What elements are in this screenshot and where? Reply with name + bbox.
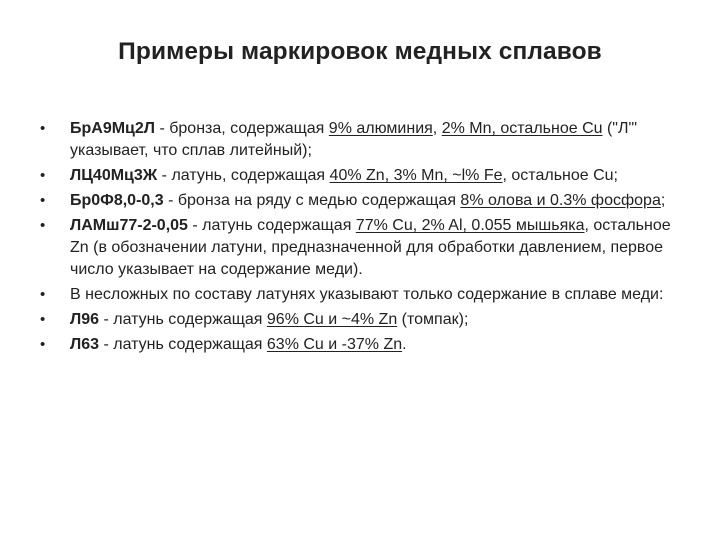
list-item-bra9mc2l	[40, 118, 690, 162]
item-text: В несложных по составу латунях указывают только содержание в сплаве меди:	[70, 286, 664, 303]
underlined-composition: 8% олова и 0.3% фосфора	[460, 192, 661, 209]
list-item-lc40mc3zh	[40, 165, 690, 187]
alloy-code: Бр0Ф8,0-0,3	[70, 192, 164, 209]
alloy-code: Л63	[70, 336, 100, 353]
slide-title: Примеры маркировок медных сплавов	[118, 38, 602, 65]
bullet-icon: •	[40, 311, 46, 328]
item-text: - бронза, содержащая	[155, 120, 329, 137]
list-item-lamsh77	[40, 215, 690, 281]
bullet-icon: •	[40, 217, 46, 234]
underlined-composition: 96% Cu и ~4% Zn	[266, 311, 398, 328]
item-text: ("Л"' указывает, что сплав литейный);	[70, 120, 638, 159]
item-text: ,	[432, 120, 442, 137]
underlined-composition: 9% алюминия	[328, 120, 433, 137]
list-item-note	[40, 284, 690, 306]
alloy-marking-list	[40, 118, 690, 359]
alloy-code: БрА9Мц2Л	[70, 120, 156, 137]
item-text: - латунь, содержащая	[157, 167, 330, 184]
item-text: - латунь содержащая	[187, 217, 356, 234]
item-text: , остальное Zn (в обозначении латуни, предназначенной для обработки давлением, первое число указывает на содержание меди).	[70, 217, 671, 278]
bullet-icon: •	[40, 286, 46, 303]
alloy-code: ЛАМш77-2-0,05	[70, 217, 188, 234]
list-item-l96	[40, 309, 690, 331]
item-text: (томпак);	[397, 311, 469, 328]
item-text: - бронза на ряду с медью содержащая	[163, 192, 461, 209]
bullet-icon: •	[40, 192, 46, 209]
bullet-icon: •	[40, 120, 46, 137]
bullet-icon: •	[40, 167, 46, 184]
item-text: - латунь содержащая	[99, 336, 267, 353]
underlined-composition: 40% Zn, 3% Mn, ~l% Fe	[329, 167, 503, 184]
list-item-br0f8	[40, 190, 690, 212]
alloy-code: ЛЦ40Мц3Ж	[70, 167, 158, 184]
item-text: ;	[660, 192, 666, 209]
bullet-icon: •	[40, 336, 46, 353]
alloy-code: Л96	[70, 311, 100, 328]
list-item-l63	[40, 334, 690, 356]
item-text: , остальное Cu;	[502, 167, 618, 184]
item-text: - латунь содержащая	[99, 311, 267, 328]
underlined-composition: 2% Mn, остальное Cu	[441, 120, 603, 137]
underlined-composition: 63% Cu и -37% Zn	[266, 336, 403, 353]
underlined-composition: 77% Cu, 2% Al, 0.055 мышьяка	[355, 217, 585, 234]
item-text: .	[402, 336, 407, 353]
